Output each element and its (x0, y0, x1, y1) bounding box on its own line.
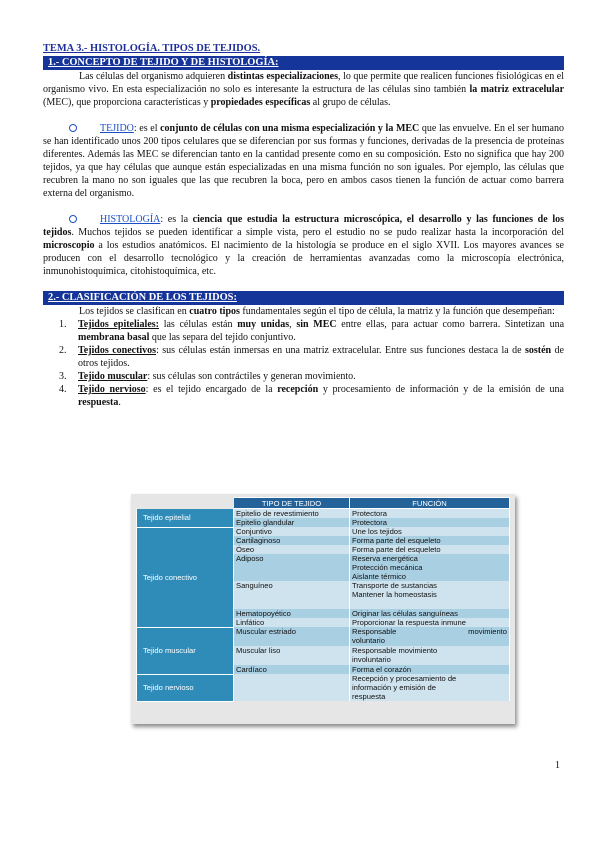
tejido-paragraph: TEJIDO: es el conjunto de células con una misma especialización y la MEC que las envuelve. En el ser humano se han identificado unos 200 tipos celulares que se diferencian por sus formas y funciones, derivadas de la presencia de proteínas diferentes. Además las MEC se diferencian tanto en la cantidad presente como en su composición. Esto no significa que hay 200 tejidos, ya que hay células que aunque están especializadas en una misma función no son iguales. Por ejemplo, las células que recubren la mano no son iguales que las que recubren la boca, pero en ambos casos tienen la función de actuar como barrera externa del organismo. (43, 123, 564, 199)
table-row: Adiposo Reserva energética Protección mecánica Aislante térmico (137, 554, 510, 581)
table-row: Epitelio glandular Protectora (137, 518, 510, 527)
table-row: Óseo Forma parte del esqueleto (137, 545, 510, 554)
table-row: Tejido conectivo Conjuntivo Une los tejidos (137, 527, 510, 536)
document-title: TEMA 3.- HISTOLOGÍA. TIPOS DE TEJIDOS. (43, 43, 261, 54)
tissue-table (136, 497, 510, 702)
tejido-term: TEJIDO (100, 123, 134, 134)
group-conectivo: Tejido conectivo (137, 527, 234, 627)
histologia-paragraph: HISTOLOGÍA: es la ciencia que estudia la estructura microscópica, el desarrollo y las funciones de los tejidos. Muchos tejidos se pueden identificar a simple vista, pero el estudio no se pudo realizar hasta la incorporación del microscopio a los estudios anatómicos. El nacimiento de la histología se produce en el siglo XVII. Los mayores avances se producen con el desarrollo tecnológico y la creación de herramientas avanzadas como la microscopía electrónica, inmunohistoquímica, citohistoquímica, etc. (43, 214, 564, 277)
table-row: Cartilaginoso Forma parte del esqueleto (137, 536, 510, 545)
section-2-heading (43, 291, 564, 305)
page-content (43, 42, 564, 409)
table-row: Sanguíneo Transporte de sustancias Mantener la homeostasis (137, 581, 510, 609)
group-epitelial: Tejido epitelial (137, 509, 234, 528)
table-row: Tejido nervioso Recepción y procesamiento de información y emisión de respuesta (137, 674, 510, 701)
header-funcion: FUNCIÓN (350, 498, 510, 509)
header-tipo: TIPO DE TEJIDO (234, 498, 350, 509)
table-row: Hematopoyético Originar las células sanguíneas (137, 609, 510, 618)
table-row: Linfático Proporcionar la respuesta inmune (137, 618, 510, 627)
bullet-circle-icon (69, 124, 77, 132)
bullet-circle-icon (69, 215, 77, 223)
page-number: 1 (555, 760, 560, 771)
section-1-heading-text: 1.- CONCEPTO DE TEJIDO Y DE HISTOLOGÍA: (48, 57, 279, 68)
section-2-heading-text: 2.- CLASIFICACIÓN DE LOS TEJIDOS: (48, 292, 237, 303)
list-item: 3. Tejido muscular: sus células son contráctiles y generan movimiento. (59, 371, 356, 382)
list-item: 4. Tejido nervioso: es el tejido encargado de la recepción y procesamiento de información y de la emisión de una respuesta. (59, 384, 564, 408)
list-item: 1. Tejidos epiteliales: las células están muy unidas, sin MEC entre ellas, para actuar como barrera. Sintetizan una membrana basal que las separa del tejido conjuntivo. (59, 319, 565, 343)
group-muscular: Tejido muscular (137, 627, 234, 674)
table-row: Muscular liso Responsable movimiento involuntario (137, 646, 510, 665)
section-1-heading (43, 56, 564, 70)
table-row: Tejido epitelial Epitelio de revestimiento Protectora (137, 509, 510, 519)
intro-paragraph: Las células del organismo adquieren distintas especializaciones, lo que permite que realicen funciones fisiológicas en el organismo vivo. En esta especialización no solo es interesante la estructura de las células sino también la matriz extracelular (MEC), que proporciona características y propiedades específicas al grupo de células. (43, 71, 565, 108)
histologia-term: HISTOLOGÍA (100, 214, 161, 225)
list-item: 2. Tejidos conectivos: sus células están inmersas en una matriz extracelular. Entre sus funciones destaca la de sostén de otros tejidos. (59, 345, 564, 369)
table-row: Tejido muscular Muscular estriado Responsable movimiento voluntario (137, 627, 510, 646)
tissue-type-list (59, 318, 564, 409)
classification-intro: Los tejidos se clasifican en cuatro tipos fundamentales según el tipo de célula, la matriz y la función que desempeñan: (79, 306, 555, 317)
tissue-table-image (131, 494, 515, 724)
table-corner (137, 498, 234, 509)
group-nervioso: Tejido nervioso (137, 674, 234, 701)
table-row: Cardíaco Forma el corazón (137, 665, 510, 674)
